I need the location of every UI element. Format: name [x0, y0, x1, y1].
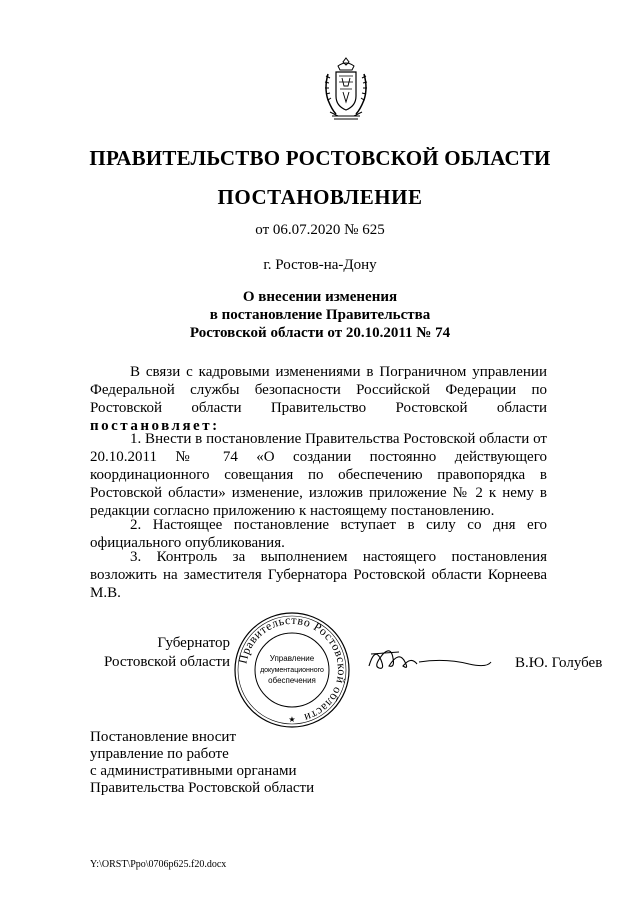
- handwritten-signature-icon: [365, 640, 495, 680]
- item-paragraph: 3. Контроль за выполнением настоящего постановления возложить на заместителя Губернатора Ростовской области Корнеева М.В.: [90, 549, 547, 601]
- preamble-paragraph: [90, 363, 547, 435]
- seal-ring-text: Правительство Ростовской области: [235, 612, 350, 726]
- document-city: г. Ростов-на-Дону: [263, 257, 377, 273]
- preamble-verb: постановляет:: [90, 418, 220, 434]
- seal-center-text: документационного: [260, 667, 324, 674]
- signatory-name: В.Ю. Голубев: [515, 655, 603, 671]
- submitter-note: [90, 729, 314, 797]
- submitter-note-line: с административными органами: [90, 763, 297, 779]
- submitter-note-line: Правительства Ростовской области: [90, 780, 315, 796]
- file-path: Y:\ORST\Ppo\0706p625.f20.docx: [90, 859, 227, 870]
- signatory-title-line: Губернатор: [157, 635, 230, 651]
- subject-line: Ростовской области от 20.10.2011 № 74: [189, 325, 451, 341]
- submitter-note-line: Постановление вносит: [90, 729, 237, 745]
- item-paragraph: 2. Настоящее постановление вступает в силу со дня его официального опубликования.: [90, 517, 547, 551]
- subject-line: в постановление Правительства: [209, 307, 431, 323]
- document-subject: [0, 288, 640, 342]
- submitter-note-line: управление по работе: [90, 746, 229, 762]
- coat-of-arms-icon: [318, 56, 374, 122]
- seal-star-icon: ★: [288, 715, 296, 724]
- official-seal-icon: [232, 610, 352, 730]
- item-paragraph: 1. Внести в постановление Правительства Ростовской области от 20.10.2011 № 74 «О создании постоянно действующего координационного совещания по обеспечению правопорядка в Ростовской области» изменение, изложив приложение № 2 к нему в редакции согласно приложению к настоящему постановлению.: [90, 431, 547, 519]
- document-type: ПОСТАНОВЛЕНИЕ: [217, 185, 423, 209]
- government-title: ПРАВИТЕЛЬСТВО РОСТОВСКОЙ ОБЛАСТИ: [89, 146, 551, 170]
- signatory-title-line: Ростовской области: [104, 654, 230, 670]
- document-date-number: от 06.07.2020 № 625: [255, 222, 385, 238]
- subject-line: О внесении изменения: [242, 289, 398, 305]
- signatory-title: [90, 634, 230, 672]
- seal-center-text: обеспечения: [268, 676, 316, 685]
- preamble-text: В связи с кадровыми изменениями в Пограничном управлении Федеральной службы безопасности Российской Федерации по Ростовской области Правительство Ростовской области: [90, 364, 547, 416]
- seal-center-text: Управление: [269, 654, 315, 663]
